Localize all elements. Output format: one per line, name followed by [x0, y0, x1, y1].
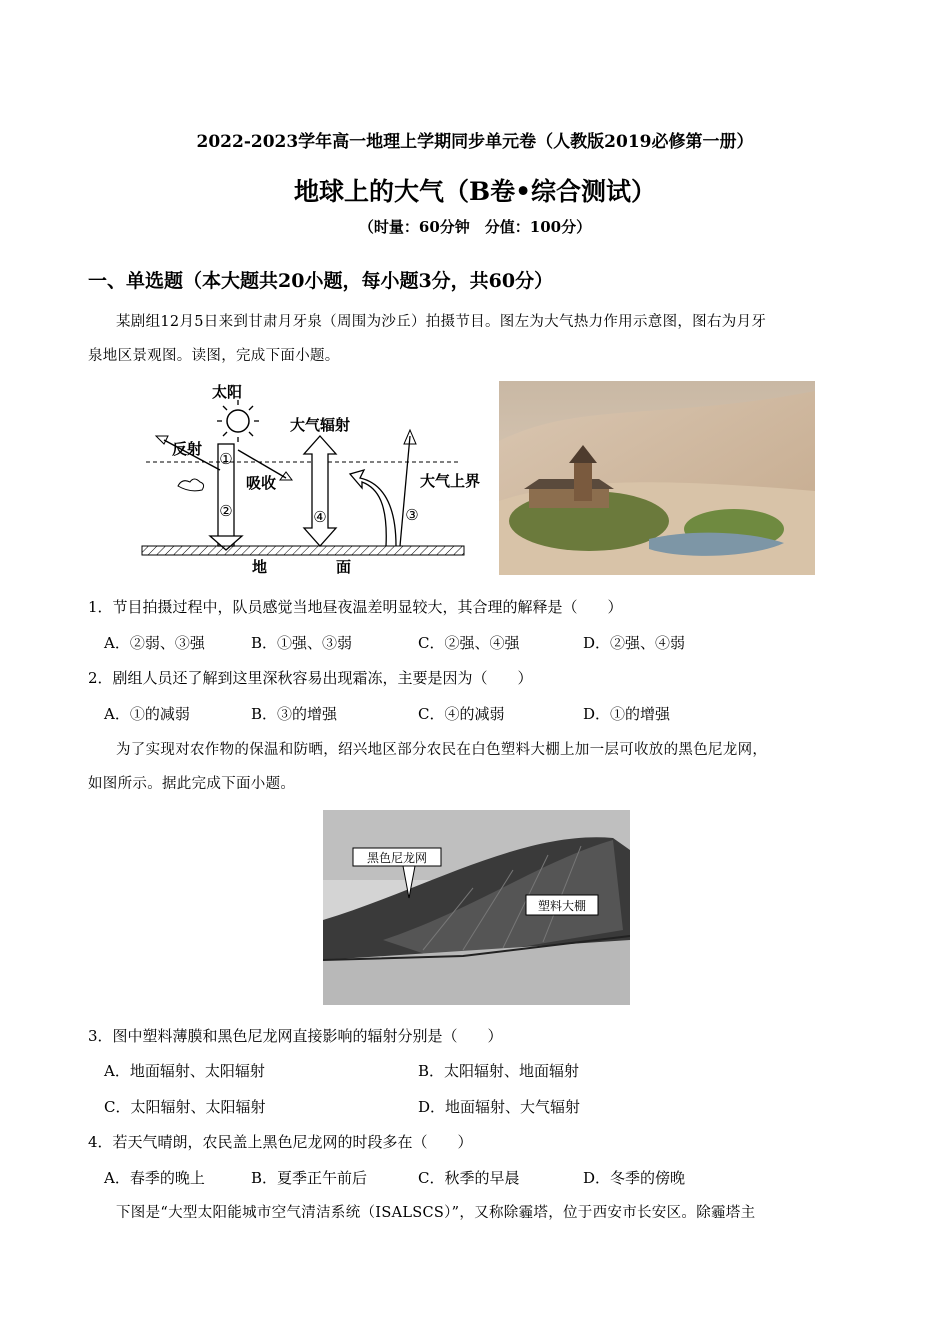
arrow-4	[304, 436, 336, 546]
atm-top-label: 大气上界	[420, 472, 481, 490]
label-1: ①	[219, 450, 233, 468]
label-2: ②	[219, 502, 233, 520]
intro-paragraph-1	[88, 305, 863, 373]
atm-radiation-label: 大气辐射	[290, 416, 351, 434]
absorb-label: 吸收	[246, 474, 277, 492]
question-1-stem: 1．节目拍摄过程中，队员感觉当地昼夜温差明显较大，其合理的解释是（ ）	[88, 598, 623, 616]
question-3-stem: 3．图中塑料薄膜和黑色尼龙网直接影响的辐射分别是（ ）	[88, 1027, 503, 1045]
q4-option-a[interactable]: A．春季的晚上	[104, 1169, 205, 1187]
intro-paragraph-2	[88, 733, 863, 801]
reflect-label: 反射	[172, 440, 203, 458]
q3-option-c[interactable]: C．太阳辐射、太阳辐射	[104, 1098, 266, 1116]
atmosphere-heating-diagram	[138, 378, 500, 578]
shed-label: 塑料大棚	[537, 899, 587, 913]
q1-option-b[interactable]: B．①强、③弱	[251, 634, 353, 652]
ground-label-2: 面	[336, 558, 352, 576]
q1-option-a[interactable]: A．②弱、③强	[104, 634, 205, 652]
cloud-icon	[178, 479, 204, 491]
intro-paragraph-3	[88, 1196, 863, 1230]
section-heading: 一、单选题（本大题共20小题，每小题3分，共60分）	[88, 270, 554, 292]
exam-info: （时量：60分钟 分值：100分）	[358, 218, 592, 236]
page-title: 地球上的大气（B卷•综合测试）	[293, 177, 657, 206]
q3-option-a[interactable]: A．地面辐射、太阳辐射	[104, 1062, 265, 1080]
q4-option-c[interactable]: C．秋季的早晨	[418, 1169, 520, 1187]
greenhouse-photo	[323, 810, 630, 1005]
q3-option-d[interactable]: D．地面辐射、大气辐射	[418, 1098, 581, 1116]
q2-option-b[interactable]: B．③的增强	[251, 705, 338, 723]
label-4: ④	[313, 508, 327, 526]
q1-option-d[interactable]: D．②强、④弱	[583, 634, 686, 652]
question-4-stem: 4．若天气晴朗，农民盖上黑色尼龙网的时段多在（ ）	[88, 1133, 473, 1151]
intro-1-line-1: 某剧组12月5日来到甘肃月牙泉（周围为沙丘）拍摄节目。图左为大气热力作用示意图，图右为月牙	[116, 314, 767, 330]
intro-1-line-2: 泉地区景观图。读图，完成下面小题。	[88, 348, 340, 364]
q2-option-d[interactable]: D．①的增强	[583, 705, 671, 723]
crescent-spring-photo	[499, 381, 815, 575]
arrow-3	[350, 430, 419, 546]
label-3: ③	[405, 506, 419, 524]
q4-option-d[interactable]: D．冬季的傍晚	[583, 1169, 686, 1187]
q2-option-a[interactable]: A．①的减弱	[104, 705, 190, 723]
sun-label: 太阳	[212, 383, 243, 401]
intro-2-line-1: 为了实现对农作物的保温和防晒，绍兴地区部分农民在白色塑料大棚上加一层可收放的黑色尼龙网，	[116, 742, 768, 758]
question-2-stem: 2．剧组人员还了解到这里深秋容易出现霜冻，主要是因为（ ）	[88, 669, 533, 687]
document-header: 2022-2023学年高一地理上学期同步单元卷（人教版2019必修第一册）	[196, 132, 754, 152]
q4-option-b[interactable]: B．夏季正午前后	[251, 1169, 368, 1187]
intro-2-line-2: 如图所示。据此完成下面小题。	[88, 776, 296, 792]
sun-icon	[217, 400, 259, 442]
ground-strip	[142, 546, 464, 555]
q3-option-b[interactable]: B．太阳辐射、地面辐射	[418, 1062, 580, 1080]
net-label: 黑色尼龙网	[366, 851, 428, 865]
q1-option-c[interactable]: C．②强、④强	[418, 634, 520, 652]
q2-option-c[interactable]: C．④的减弱	[418, 705, 505, 723]
ground-label-1: 地	[252, 558, 268, 576]
intro-3-line-1: 下图是“大型太阳能城市空气清洁系统（ISALSCS）”，又称除霾塔，位于西安市长安区。除霾塔主	[116, 1205, 756, 1221]
